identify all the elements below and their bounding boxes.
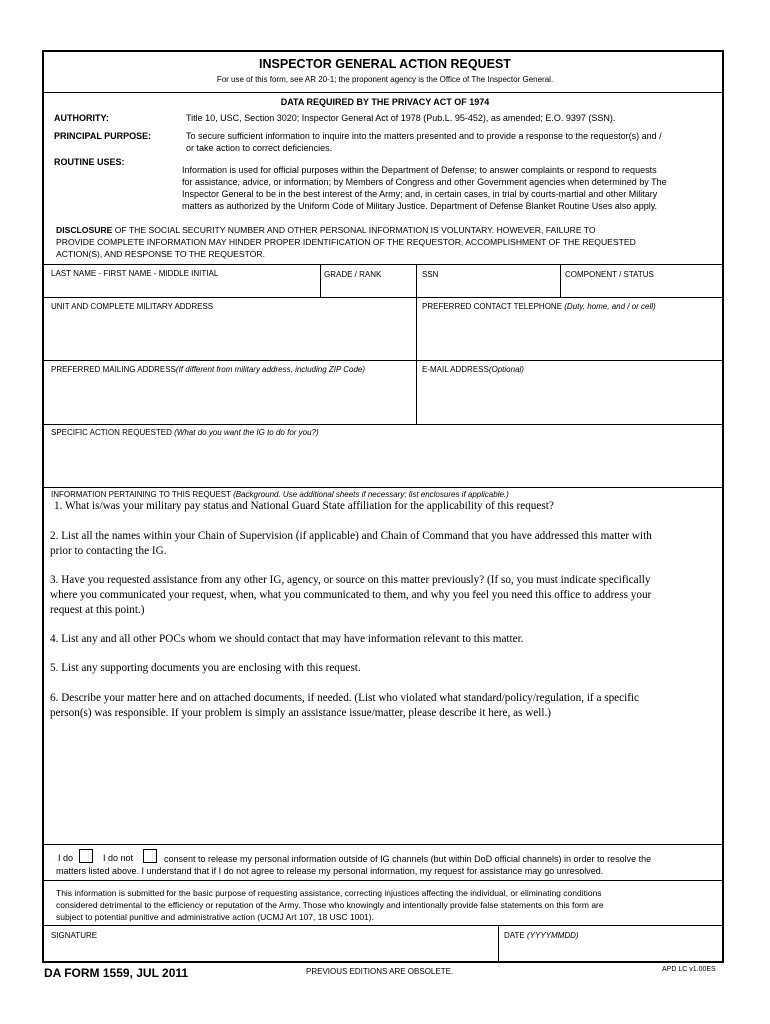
question-1: 1. What is/was your military pay status and National Guard State affiliation for the applicability of this request? bbox=[54, 500, 554, 512]
disclosure-line bbox=[56, 225, 596, 236]
phone-hint: (Duty, home, and / or cell) bbox=[564, 302, 656, 311]
question-6-line: person(s) was responsible. If your problem is simply an assistance issue/matter, please describe it here, as well.) bbox=[50, 707, 551, 719]
divider bbox=[416, 264, 417, 424]
purpose-line: To secure sufficient information to inquire into the matters presented and to provide a response to the requestor(s) and / bbox=[186, 131, 662, 141]
mailing-input[interactable] bbox=[46, 375, 414, 422]
divider bbox=[44, 297, 722, 298]
unit-input[interactable] bbox=[46, 312, 414, 358]
ssn-field-label: SSN bbox=[422, 270, 439, 279]
specific-label-text: SPECIFIC ACTION REQUESTED bbox=[51, 428, 172, 437]
routine-line: for assistance, advice, or information; by Members of Congress and other Government agencies when determined by The bbox=[182, 177, 667, 187]
consent-no-checkbox[interactable] bbox=[143, 849, 157, 863]
consent-text: matters listed above. I understand that if I do not agree to release my personal information, my request for assistance may go unresolved. bbox=[56, 866, 604, 876]
form-title: INSPECTOR GENERAL ACTION REQUEST bbox=[259, 57, 511, 71]
information-label-text: INFORMATION PERTAINING TO THIS REQUEST bbox=[51, 490, 231, 499]
mailing-hint: (If different from military address, including ZIP Code) bbox=[175, 365, 366, 374]
divider bbox=[44, 360, 722, 361]
purpose-line: or take action to correct deficiencies. bbox=[186, 143, 333, 153]
divider bbox=[498, 925, 499, 961]
grade-input[interactable] bbox=[322, 280, 414, 296]
consent-yes-checkbox[interactable] bbox=[79, 849, 93, 863]
purpose-label: PRINCIPAL PURPOSE: bbox=[54, 131, 152, 141]
routine-line: Inspector General to be in the best interest of the Army; and, in certain cases, in trial by courts-martial and other Military bbox=[182, 189, 658, 199]
signature-input[interactable] bbox=[46, 941, 496, 961]
information-hint: (Background. Use additional sheets if necessary; list enclosures if applicable.) bbox=[233, 490, 509, 499]
specific-action-label bbox=[51, 428, 319, 437]
disclosure-label: DISCLOSURE bbox=[56, 225, 113, 235]
question-5: 5. List any supporting documents you are enclosing with this request. bbox=[50, 662, 361, 674]
question-3-line: where you communicated your request, when, what you communicated to them, and why you feel you need this office to address your bbox=[50, 589, 652, 601]
signature-label: SIGNATURE bbox=[51, 931, 98, 940]
question-3-line: 3. Have you requested assistance from any other IG, agency, or source on this matter previously? (If so, you must indicate specifically bbox=[50, 574, 651, 586]
i-do-label: I do bbox=[58, 853, 74, 863]
consent-text: consent to release my personal information outside of IG channels (but within DoD official channels) in order to resolve the bbox=[164, 854, 652, 864]
specific-hint: (What do you want the IG to do for you?) bbox=[174, 428, 319, 437]
divider bbox=[44, 880, 722, 881]
statement-line: This information is submitted for the basic purpose of requesting assistance, correcting injustices affecting the individual, or eliminating conditions bbox=[56, 888, 602, 898]
date-label bbox=[504, 931, 579, 940]
divider bbox=[44, 844, 722, 845]
question-3-line: request at this point.) bbox=[50, 604, 145, 616]
question-6-line: 6. Describe your matter here and on attached documents, if needed. (List who violated what standard/policy/regulation, if a specific bbox=[50, 692, 640, 704]
authority-label: AUTHORITY: bbox=[54, 113, 109, 123]
name-field-label: LAST NAME - FIRST NAME - MIDDLE INITIAL bbox=[51, 269, 219, 278]
disclosure-text: OF THE SOCIAL SECURITY NUMBER AND OTHER PERSONAL INFORMATION IS VOLUNTARY. HOWEVER, FAILURE TO bbox=[112, 225, 596, 235]
routine-line: matters as authorized by the Uniform Code of Military Justice. Department of Defense Blanket Routine Uses also apply. bbox=[182, 201, 658, 211]
i-do-not-label: I do not bbox=[103, 853, 134, 863]
matter-description-input[interactable] bbox=[46, 724, 720, 842]
disclosure-line: ACTION(S), AND RESPONSE TO THE REQUESTOR. bbox=[56, 249, 265, 259]
name-input[interactable] bbox=[46, 280, 318, 296]
divider bbox=[44, 92, 722, 93]
email-input[interactable] bbox=[418, 375, 720, 422]
date-label-text: DATE bbox=[504, 931, 525, 940]
form-frame bbox=[42, 50, 724, 963]
divider bbox=[44, 925, 722, 926]
component-input[interactable] bbox=[562, 280, 720, 296]
unit-field-label: UNIT AND COMPLETE MILITARY ADDRESS bbox=[51, 302, 214, 311]
ssn-input[interactable] bbox=[418, 280, 558, 296]
statement-line: considered detrimental to the efficiency or reputation of the Army. Those who knowingly and intentionally provide false statements on this form are bbox=[56, 900, 604, 910]
form-number: DA FORM 1559, JUL 2011 bbox=[44, 966, 189, 980]
divider bbox=[44, 264, 722, 265]
question-2-line: 2. List all the names within your Chain of Supervision (if applicable) and Chain of Command that you have addressed this matter with bbox=[50, 530, 652, 542]
grade-field-label: GRADE / RANK bbox=[324, 270, 382, 279]
statement-line: subject to potential punitive and administrative action (UCMJ Art 107, 18 USC 1001). bbox=[56, 912, 374, 922]
obsolete-notice: PREVIOUS EDITIONS ARE OBSOLETE. bbox=[306, 967, 454, 976]
date-input[interactable] bbox=[500, 941, 720, 961]
email-label-text: E-MAIL ADDRESS bbox=[422, 365, 489, 374]
specific-action-input[interactable] bbox=[46, 438, 720, 485]
divider bbox=[560, 264, 561, 297]
phone-label-text: PREFERRED CONTACT TELEPHONE bbox=[422, 302, 563, 311]
disclosure-line: PROVIDE COMPLETE INFORMATION MAY HINDER PROPER IDENTIFICATION OF THE REQUESTOR, ACCOMPLISHMENT OF THE REQUESTED bbox=[56, 237, 636, 247]
form-subtitle: For use of this form, see AR 20-1; the proponent agency is the Office of The Inspector General. bbox=[216, 75, 554, 84]
component-field-label: COMPONENT / STATUS bbox=[565, 270, 654, 279]
divider bbox=[44, 487, 722, 488]
phone-input[interactable] bbox=[418, 312, 720, 358]
routine-line: Information is used for official purposes within the Department of Defense; to answer complaints or respond to requests bbox=[182, 165, 657, 175]
phone-field-label bbox=[422, 302, 656, 311]
divider bbox=[320, 264, 321, 297]
authority-text: Title 10, USC, Section 3020; Inspector General Act of 1978 (Pub.L. 95-452), as amended; E.O. 9397 (SSN). bbox=[186, 113, 616, 123]
mailing-field-label bbox=[51, 365, 365, 374]
email-hint: (Optional) bbox=[488, 365, 524, 374]
information-label bbox=[51, 490, 509, 499]
date-hint: (YYYYMMDD) bbox=[526, 931, 579, 940]
question-4: 4. List any and all other POCs whom we should contact that may have information relevant to this matter. bbox=[50, 633, 524, 645]
routine-uses-label: ROUTINE USES: bbox=[54, 157, 125, 167]
mailing-label-text: PREFERRED MAILING ADDRESS bbox=[51, 365, 176, 374]
privacy-act-heading: DATA REQUIRED BY THE PRIVACY ACT OF 1974 bbox=[280, 97, 490, 107]
version-label: APD LC v1.00ES bbox=[662, 966, 716, 973]
divider bbox=[44, 424, 722, 425]
email-field-label bbox=[422, 365, 524, 374]
question-2-line: prior to contacting the IG. bbox=[50, 545, 167, 557]
